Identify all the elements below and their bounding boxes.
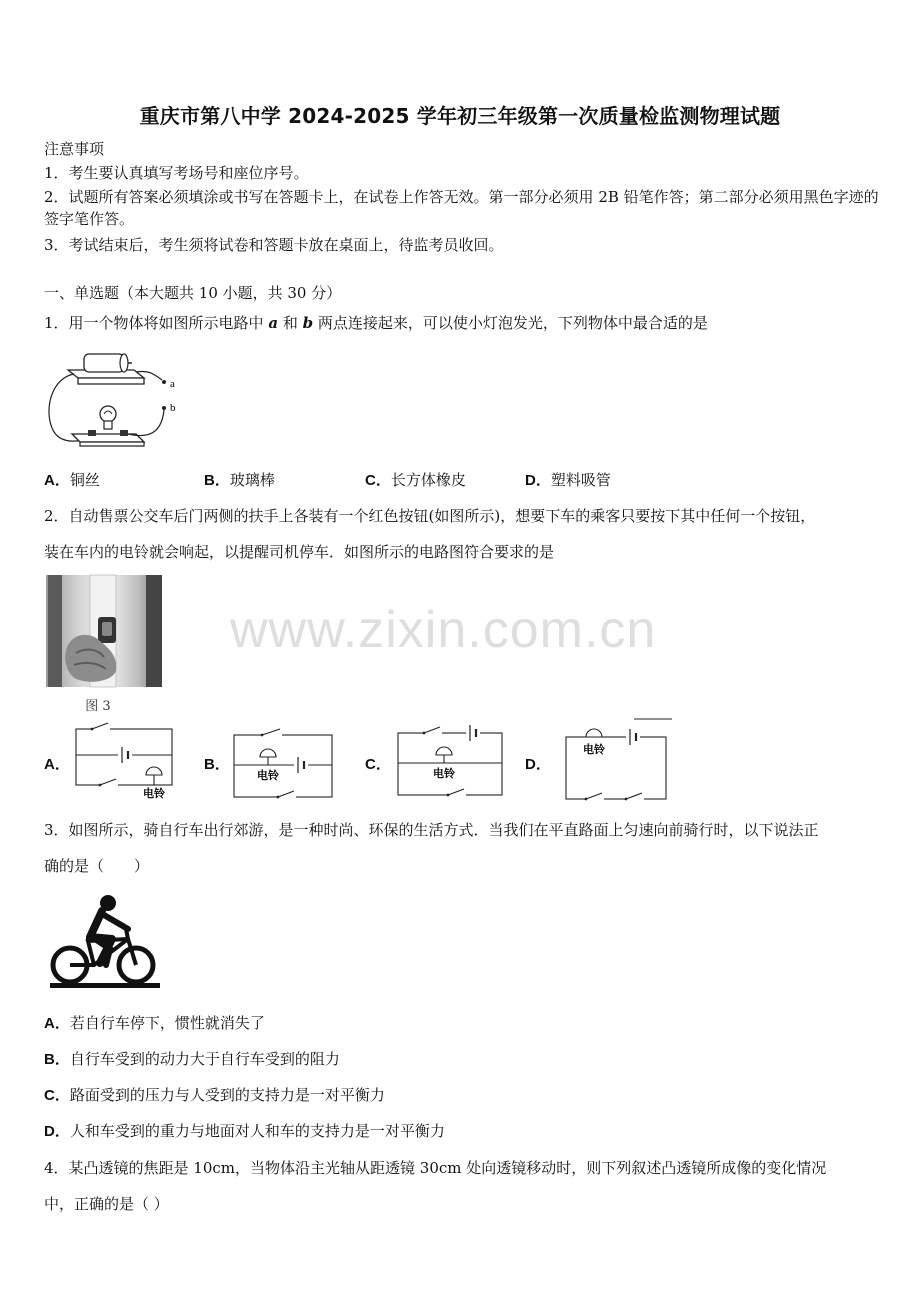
q1-option-d-text: 塑料吸管 — [550, 471, 611, 489]
q2-circuit-c[interactable] — [396, 725, 506, 801]
q3-option-b-text: 自行车受到的动力大于自行车受到的阻力 — [69, 1050, 340, 1068]
q1-fig-label-a: a — [170, 378, 175, 390]
q3-option-d-text: 人和车受到的重力与地面对人和车的支持力是一对平衡力 — [69, 1122, 445, 1140]
question-3-stem-line1: 3．如图所示，骑自行车出行郊游，是一种时尚、环保的生活方式．当我们在平直路面上匀速向前骑行时，以下说法正 — [44, 821, 819, 839]
q3-option-a-text: 若自行车停下，惯性就消失了 — [69, 1014, 265, 1032]
q2-b-bell-label: 电铃 — [257, 769, 279, 782]
q3-cyclist-figure — [50, 893, 160, 989]
watermark: www.zixin.com.cn — [230, 601, 657, 659]
section-heading: 一、单选题（本大题共 10 小题，共 30 分） — [44, 284, 342, 302]
q2-option-d-letter: D． — [525, 756, 551, 773]
q2-photo — [46, 575, 164, 717]
q3-option-d[interactable] — [44, 1120, 445, 1143]
q2-option-b-letter: B． — [204, 756, 230, 773]
q2-circuit-d[interactable] — [564, 717, 674, 803]
q1-fig-label-b: b — [170, 402, 176, 414]
q1-option-b[interactable] — [204, 469, 275, 492]
q1-option-c[interactable] — [365, 469, 466, 492]
q2-option-c[interactable] — [365, 753, 391, 776]
notice-item-3: 3．考试结束后，考生须将试卷和答题卡放在桌面上，待监考员收回。 — [44, 236, 504, 254]
q2-option-a-letter: A． — [44, 756, 70, 773]
q3-option-c-letter: C． — [44, 1087, 70, 1104]
q1-option-c-text: 长方体橡皮 — [390, 471, 466, 489]
q2-option-b[interactable] — [204, 753, 230, 776]
q1-option-d[interactable] — [525, 469, 611, 492]
q1-option-c-letter: C． — [365, 472, 391, 489]
question-1-stem — [44, 312, 708, 334]
q2-circuit-b[interactable] — [232, 727, 336, 801]
q2-d-bell-label: 电铃 — [583, 743, 605, 756]
q1-var-a: a — [268, 314, 279, 332]
q3-option-b-letter: B． — [44, 1051, 70, 1068]
q3-option-c-text: 路面受到的压力与人受到的支持力是一对平衡力 — [69, 1086, 385, 1104]
q1-stem-mid: 和 — [278, 314, 303, 332]
question-2-stem-line1: 2．自动售票公交车后门两侧的扶手上各装有一个红色按钮(如图所示)，想要下车的乘客只要按下其中任何一个按钮， — [44, 507, 816, 525]
notice-heading: 注意事项 — [44, 140, 105, 158]
q1-option-b-letter: B． — [204, 472, 230, 489]
q2-photo-caption: 图 3 — [85, 699, 111, 714]
q2-a-bell-label: 电铃 — [143, 787, 165, 800]
page-title: 重庆市第八中学 2024-2025 学年初三年级第一次质量检监测物理试题 — [139, 104, 781, 128]
q1-option-a[interactable] — [44, 469, 100, 492]
q1-option-b-text: 玻璃棒 — [229, 471, 275, 489]
q3-option-b[interactable] — [44, 1048, 340, 1071]
notice-item-2: 2．试题所有答案必须填涂或书写在答题卡上，在试卷上作答无效。第一部分必须用 2B 铅笔作答；第二部分必须用黑色字迹的签字笔作答。 — [44, 188, 879, 228]
q2-option-a[interactable] — [44, 753, 70, 776]
q1-circuit-figure — [44, 348, 184, 454]
q1-stem-post: 两点连接起来，可以使小灯泡发光，下列物体中最合适的是 — [313, 314, 708, 332]
q3-option-c[interactable] — [44, 1084, 385, 1107]
q2-circuit-a[interactable] — [74, 725, 176, 801]
question-2-stem-line2: 装在车内的电铃就会响起，以提醒司机停车．如图所示的电路图符合要求的是 — [44, 543, 555, 561]
question-4-stem-line2: 中，正确的是（ ） — [44, 1195, 169, 1213]
q3-option-a[interactable] — [44, 1012, 265, 1035]
question-4-stem-line1: 4．某凸透镜的焦距是 10cm，当物体沿主光轴从距透镜 30cm 处向透镜移动时，则下列叙述凸透镜所成像的变化情况 — [44, 1159, 827, 1177]
q2-option-d[interactable] — [525, 753, 551, 776]
q2-c-bell-label: 电铃 — [433, 767, 455, 780]
q3-option-d-letter: D． — [44, 1123, 70, 1140]
q3-option-a-letter: A． — [44, 1015, 70, 1032]
q1-stem-pre: 1．用一个物体将如图所示电路中 — [44, 314, 269, 332]
q1-option-a-letter: A． — [44, 472, 70, 489]
question-3-stem-line2: 确的是（ ） — [44, 857, 150, 875]
q2-option-c-letter: C． — [365, 756, 391, 773]
notice-item-1: 1．考生要认真填写考场号和座位序号。 — [44, 164, 309, 182]
q1-option-d-letter: D． — [525, 472, 551, 489]
q1-option-a-text: 铜丝 — [69, 471, 100, 489]
q1-var-b: b — [302, 314, 314, 332]
